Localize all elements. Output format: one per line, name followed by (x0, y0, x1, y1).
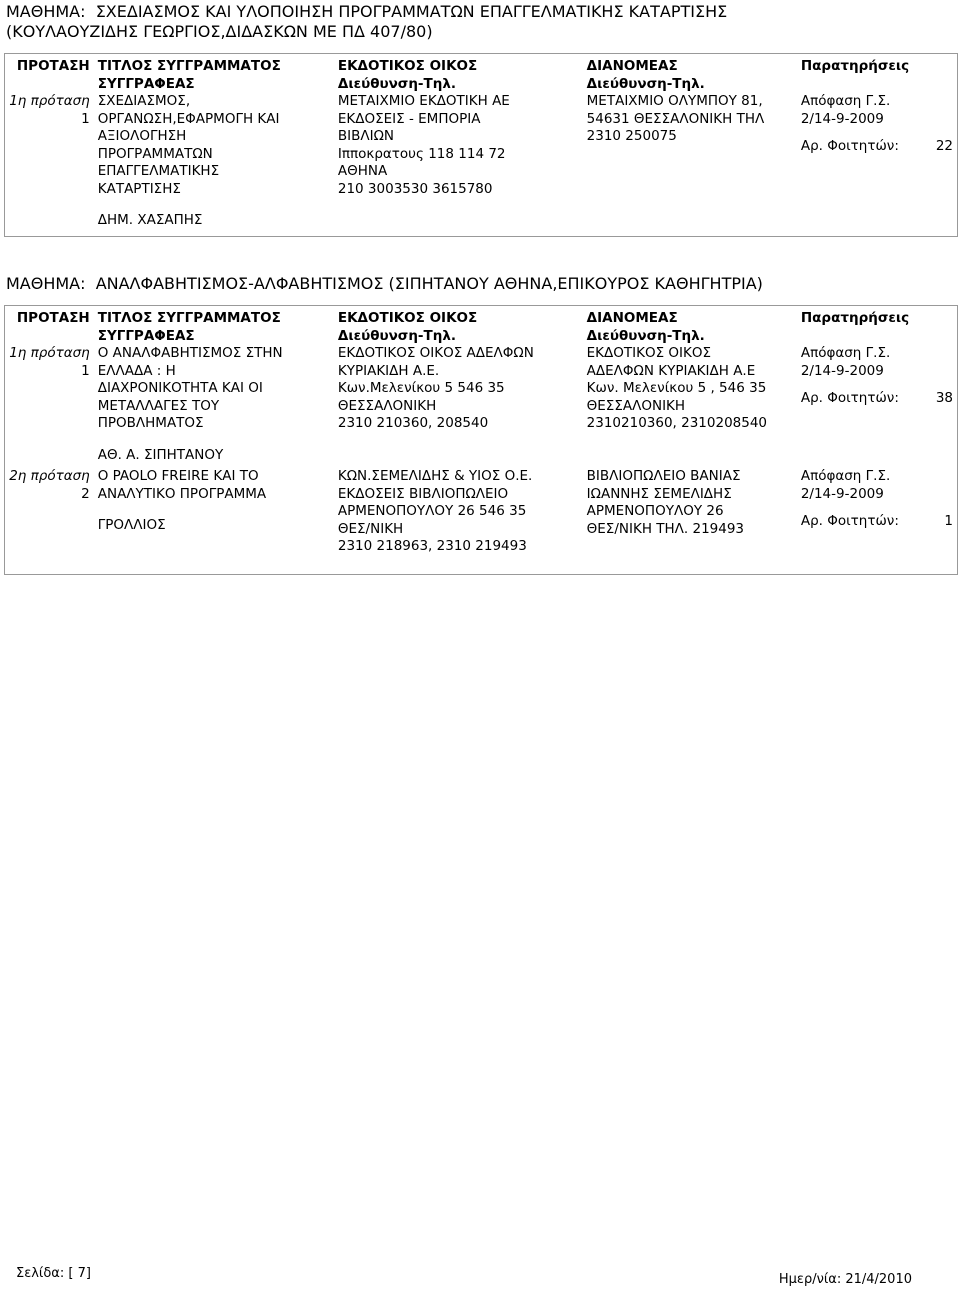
title-cell: Ο ΑΝΑΛΦΑΒΗΤΙΣΜΟΣ ΣΤΗΝ ΕΛΛΑΔΑ : Η ΔΙΑΧΡΟΝΙΚΟΤΗΤΑ ΚΑΙ ΟΙ ΜΕΤΑΛΛΑΓΕΣ ΤΟΥ ΠΡΟΒΛΗΜΑΤΟΣ ΑΘ. Α. ΣΙΠΗΤΑΝΟΥ (94, 345, 334, 464)
distributor-cell: ΕΚΔΟΤΙΚΟΣ ΟΙΚΟΣ ΑΔΕΛΦΩΝ ΚΥΡΙΑΚΙΔΗ Α.Ε Κων. Μελενίκου 5 , 546 35 ΘΕΣΣΑΛΟΝΙΚΗ 2310210360, 2310208540 (586, 345, 768, 431)
distributor-cell: ΜΕΤΑΙΧΜΙΟ ΟΛΥΜΠΟΥ 81, 54631 ΘΕΣΣΑΛΟΝΙΚΗ ΤΗΛ 2310 250075 (586, 93, 765, 144)
author: ΓΡΟΛΛΙΟΣ (97, 517, 166, 533)
distributor-cell: ΒΙΒΛΙΟΠΩΛΕΙΟ ΒΑΝΙΑΣ ΙΩΑΝΝΗΣ ΣΕΜΕΛΙΔΗΣ ΑΡΜΕΝΟΠΟΥΛΟΥ 26 ΘΕΣ/ΝΙΚΗ ΤΗΛ. 219493 (586, 468, 745, 537)
decision-value: 2/14-9-2009 (800, 485, 884, 502)
course-2-table (4, 305, 958, 575)
header-distributor: ΔΙΑΝΟΜΕΑΣ Διεύθυνση-Τηλ. (586, 310, 705, 344)
decision-value: 2/14-9-2009 (800, 362, 884, 379)
remarks-cell (797, 93, 958, 230)
remarks-cell (797, 464, 958, 556)
proposal-cell: 1η πρόταση 1 (9, 345, 90, 379)
header-publisher: ΕΚΔΟΤΙΚΟΣ ΟΙΚΟΣ Διεύθυνση-Τηλ. (337, 58, 478, 92)
header-title: ΤΙΤΛΟΣ ΣΥΓΓΡΑΜΜΑΤΟΣ ΣΥΓΓΡΑΦΕΑΣ (97, 310, 281, 344)
course-2-title: ΜΑΘΗΜΑ: ΑΝΑΛΦΑΒΗΤΙΣΜΟΣ-ΑΛΦΑΒΗΤΙΣΜΟΣ (ΣΙΠΗΤΑΝΟΥ ΑΘΗΝΑ,ΕΠΙΚΟΥΡΟΣ ΚΑΘΗΓΗΤΡΙΑ) (6, 274, 763, 293)
remarks-cell (797, 345, 958, 464)
table-header-row (5, 54, 958, 94)
decision-label: Απόφαση Γ.Σ. (800, 345, 891, 361)
title-cell: ΣΧΕΔΙΑΣΜΟΣ, ΟΡΓΑΝΩΣΗ,ΕΦΑΡΜΟΓΗ ΚΑΙ ΑΞΙΟΛΟΓΗΣΗ ΠΡΟΓΡΑΜΜΑΤΩΝ ΕΠΑΓΓΕΛΜΑΤΙΚΗΣ ΚΑΤΑΡΤΙΣΗΣ ΔΗΜ. ΧΑΣΑΠΗΣ (94, 93, 334, 230)
students-count: Αρ. Φοιτητών: 1 (800, 513, 953, 529)
decision-value: 2/14-9-2009 (800, 110, 884, 127)
page-number: Σελίδα: [ 7] (16, 1266, 91, 1281)
title-cell: Ο PAOLO FREIRE ΚΑΙ ΤΟ ΑΝΑΛΥΤΙΚΟ ΠΡΟΓΡΑΜΜΑ ΓΡΟΛΛΙΟΣ (94, 464, 334, 556)
header-distributor: ΔΙΑΝΟΜΕΑΣ Διεύθυνση-Τηλ. (586, 58, 705, 92)
table-row (5, 345, 958, 464)
table-header-row (5, 306, 958, 346)
header-remarks: Παρατηρήσεις (800, 310, 910, 326)
print-date: Ημερ/νία: 21/4/2010 (778, 1272, 912, 1287)
course-1-table (4, 53, 958, 237)
header-proposal: ΠΡΟΤΑΣΗ (16, 310, 90, 326)
proposal-cell: 1η πρόταση 1 (9, 93, 90, 127)
header-proposal: ΠΡΟΤΑΣΗ (16, 58, 90, 74)
table-row (5, 93, 958, 230)
students-count: Αρ. Φοιτητών: 38 (800, 390, 953, 406)
author: ΑΘ. Α. ΣΙΠΗΤΑΝΟΥ (97, 446, 224, 463)
course-1-title-line-1: ΜΑΘΗΜΑ: ΣΧΕΔΙΑΣΜΟΣ ΚΑΙ ΥΛΟΠΟΙΗΣΗ ΠΡΟΓΡΑΜΜΑΤΩΝ ΕΠΑΓΓΕΛΜΑΤΙΚΗΣ ΚΑΤΑΡΤΙΣΗΣ (6, 2, 728, 21)
proposal-cell: 2η πρόταση 2 (9, 468, 90, 502)
course-1-title-line-2: (ΚΟΥΛΑΟΥΖΙΔΗΣ ΓΕΩΡΓΙΟΣ,ΔΙΔΑΣΚΩΝ ΜΕ ΠΔ 407/80) (6, 22, 433, 41)
author: ΔΗΜ. ΧΑΣΑΠΗΣ (97, 212, 203, 228)
publisher-cell: ΕΚΔΟΤΙΚΟΣ ΟΙΚΟΣ ΑΔΕΛΦΩΝ ΚΥΡΙΑΚΙΔΗ Α.Ε. Κων.Μελενίκου 5 546 35 ΘΕΣΣΑΛΟΝΙΚΗ 2310 210360, 208540 (337, 345, 534, 431)
header-title: ΤΙΤΛΟΣ ΣΥΓΓΡΑΜΜΑΤΟΣ ΣΥΓΓΡΑΦΕΑΣ (97, 58, 281, 92)
header-remarks: Παρατηρήσεις (800, 58, 910, 74)
header-publisher: ΕΚΔΟΤΙΚΟΣ ΟΙΚΟΣ Διεύθυνση-Τηλ. (337, 310, 478, 344)
decision-label: Απόφαση Γ.Σ. (800, 468, 891, 484)
publisher-cell: ΜΕΤΑΙΧΜΙΟ ΕΚΔΟΤΙΚΗ ΑΕ ΕΚΔΟΣΕΙΣ - ΕΜΠΟΡΙΑ ΒΙΒΛΙΩΝ Ιπποκρατους 118 114 72 ΑΘΗΝΑ 210 3003530 3615780 (337, 93, 510, 197)
publisher-cell: ΚΩΝ.ΣΕΜΕΛΙΔΗΣ & ΥΙΟΣ Ο.Ε. ΕΚΔΟΣΕΙΣ ΒΙΒΛΙΟΠΩΛΕΙΟ ΑΡΜΕΝΟΠΟΥΛΟΥ 26 546 35 ΘΕΣ/ΝΙΚΗ 2310 218963, 2310 219493 (337, 468, 533, 554)
students-count: Αρ. Φοιτητών: 22 (800, 138, 953, 154)
decision-label: Απόφαση Γ.Σ. (800, 93, 891, 109)
table-row (5, 464, 958, 556)
